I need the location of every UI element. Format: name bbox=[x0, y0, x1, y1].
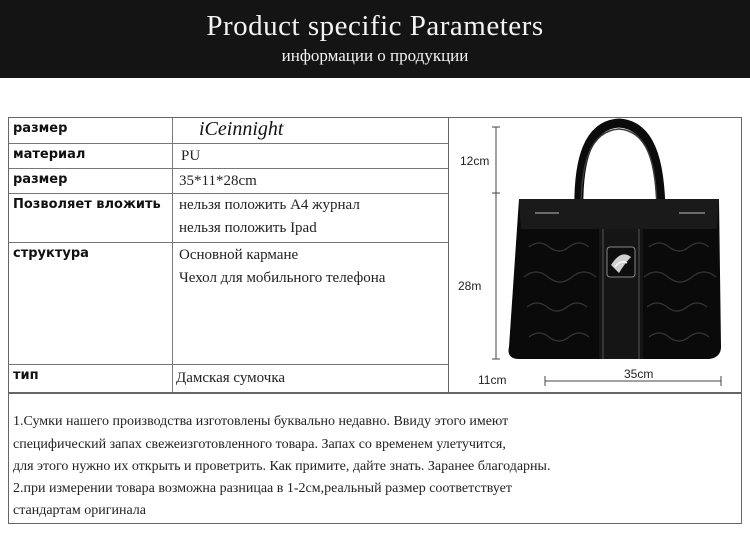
note-line: стандартам оригинала bbox=[13, 503, 146, 518]
spec-label: структура bbox=[9, 243, 173, 364]
spec-value-line: нельзя положить А4 журнал bbox=[179, 197, 360, 213]
spec-value bbox=[179, 194, 360, 240]
spec-label: размер bbox=[9, 118, 173, 143]
dimension-width: 35cm bbox=[624, 367, 654, 381]
spec-label: размер bbox=[9, 169, 173, 193]
spec-row-structure bbox=[9, 243, 448, 365]
spec-label: Позволяет вложить bbox=[9, 194, 173, 242]
handbag-icon bbox=[449, 117, 742, 393]
dimension-height: 28m bbox=[458, 279, 482, 293]
spec-row-material bbox=[9, 144, 448, 169]
spec-value: PU bbox=[181, 148, 201, 164]
spec-row-size bbox=[9, 169, 448, 194]
note-line: 2.при измерении товара возможна разницаа в 1-2см,реальный размер соответствует bbox=[13, 481, 512, 496]
dimension-depth: 11cm bbox=[478, 373, 507, 387]
spec-value: Дамская сумочка bbox=[176, 370, 286, 386]
note-line: для этого нужно их открыть и проветрить. Как примите, дайте знать. Заранее благодарны. bbox=[13, 459, 551, 474]
specs-table bbox=[8, 117, 449, 393]
spec-value-line: нельзя положить Ipad bbox=[179, 220, 317, 236]
spec-row-capacity bbox=[9, 194, 448, 243]
header-banner bbox=[0, 0, 750, 78]
page-title: Product specific Parameters bbox=[206, 10, 544, 42]
note-line: специфический запах свежеизготовленного товара. Запах со временем улетучится, bbox=[13, 437, 506, 452]
spec-row-type bbox=[9, 365, 448, 392]
spec-row-brand bbox=[9, 118, 448, 144]
spec-value-line: Основной кармане bbox=[179, 247, 299, 263]
notes-box bbox=[8, 393, 742, 524]
spec-label: тип bbox=[9, 365, 173, 392]
spec-value-line: Чехол для мобильного телефона bbox=[179, 270, 386, 286]
spec-value: 35*11*28cm bbox=[179, 173, 257, 189]
note-line: 1.Сумки нашего производства изготовлены буквально недавно. Ввиду этого имеют bbox=[13, 414, 509, 429]
dimension-height-top: 12cm bbox=[460, 154, 490, 168]
page-subtitle: информации о продукции bbox=[281, 46, 469, 65]
spec-value bbox=[179, 244, 385, 290]
brand-logo: iCeinnight bbox=[199, 118, 284, 140]
spec-label: материал bbox=[9, 144, 173, 168]
